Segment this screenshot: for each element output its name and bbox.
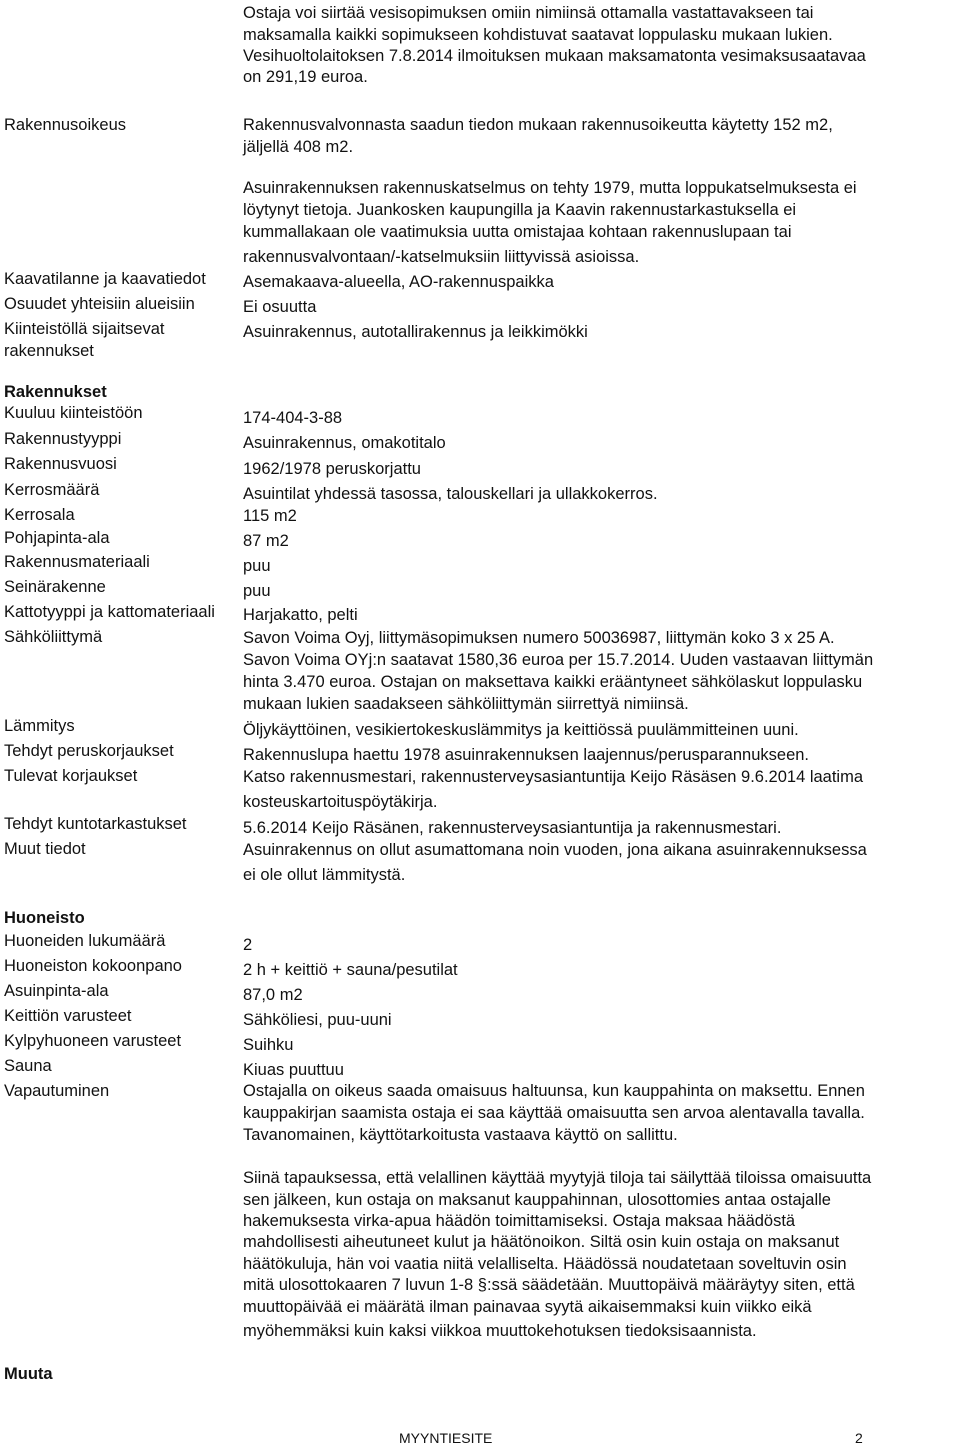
kylpyhuone-label: Kylpyhuoneen varusteet — [4, 1032, 182, 1050]
muut-label: Muut tiedot — [4, 840, 86, 858]
muut-line: Asuinrakennus on ollut asumattomana noin vuoden, jona aikana asuinrakennuksessa — [243, 841, 867, 859]
vapautuminen-line: mahdollisesti aiheutuneet kulut ja häätönoikon. Siltä osin kuin ostaja on maksanut — [243, 1233, 840, 1251]
lammitys-label: Lämmitys — [4, 717, 75, 735]
kylpyhuone-value: Suihku — [243, 1036, 294, 1054]
vuosi-label: Rakennusvuosi — [4, 455, 117, 473]
sauna-value: Kiuas puuttuu — [243, 1061, 344, 1079]
vapautuminen-line: muuttopäivää ei määrätä ilman painavaa syytä aikaisemmaksi kuin viikko eikä — [243, 1298, 812, 1316]
sauna-label: Sauna — [4, 1057, 52, 1075]
kerrosmaara-label: Kerrosmäärä — [4, 481, 100, 499]
katselmus-line: rakennusvalvontaan/-katselmuksiin liittyvissä asioissa. — [243, 248, 640, 266]
vapautuminen-line: Siinä tapauksessa, että velallinen käyttää myytyjä tiloja tai säilyttää tiloissa omaisuutta — [243, 1169, 872, 1187]
kiinteisto-label: Kiinteistöllä sijaitsevat — [4, 320, 165, 338]
kerrosmaara-value: Asuintilat yhdessä tasossa, talouskellari ja ullakkokerros. — [243, 485, 658, 503]
pohjapinta-label: Pohjapinta-ala — [4, 529, 110, 547]
asuinpinta-label: Asuinpinta-ala — [4, 982, 109, 1000]
intro-line: Ostaja voi siirtää vesisopimuksen omiin nimiinsä ottamalla vastattavakseen tai — [243, 4, 814, 22]
lukumaara-value: 2 — [243, 936, 253, 954]
peruskorjaukset-value: Rakennuslupa haettu 1978 asuinrakennuksen laajennus/perusparannukseen. — [243, 746, 810, 764]
kattotyyppi-value: Harjakatto, pelti — [243, 606, 358, 624]
vapautuminen-line: Ostajalla on oikeus saada omaisuus haltuunsa, kun kauppahinta on maksettu. Ennen — [243, 1082, 865, 1100]
osuudet-label: Osuudet yhteisiin alueisiin — [4, 295, 195, 313]
peruskorjaukset-label: Tehdyt peruskorjaukset — [4, 742, 174, 760]
lukumaara-label: Huoneiden lukumäärä — [4, 932, 166, 950]
kattotyyppi-label: Kattotyyppi ja kattomateriaali — [4, 603, 215, 621]
sahko-line: mukaan lukien saadakseen sähköliittymän siirrettyä nimiinsä. — [243, 695, 689, 713]
sahko-line: Savon Voima OYj:n saatavat 1580,36 euroa per 15.7.2014. Uuden vastaavan liittymän — [243, 651, 874, 669]
katselmus-line: kummallakaan ole vaatimuksia uutta omistajaa kohtaan rakennuslupaan tai — [243, 223, 792, 241]
katselmus-line: löytynyt tietoja. Juankosken kaupungilla ja Kaavin rakennustarkastuksella ei — [243, 201, 797, 219]
rakennusoikeus-line: jäljellä 408 m2. — [243, 138, 354, 156]
kuntotarkastukset-value: 5.6.2014 Keijo Räsänen, rakennusterveysasiantuntija ja rakennusmestari. — [243, 819, 782, 837]
tyyppi-value: Asuinrakennus, omakotitalo — [243, 434, 446, 452]
rakennukset-heading: Rakennukset — [4, 383, 107, 401]
vapautuminen-line: kauppakirjan saamista ostaja ei saa käyttää omaisuutta sen arvoa alentavalla tavalla. — [243, 1104, 865, 1122]
kiinteisto-label: rakennukset — [4, 342, 94, 360]
pohjapinta-value: 87 m2 — [243, 532, 289, 550]
rakennusoikeus-label: Rakennusoikeus — [4, 116, 126, 134]
kuuluu-value: 174-404-3-88 — [243, 409, 343, 427]
keittio-label: Keittiön varusteet — [4, 1007, 132, 1025]
huoneisto-heading: Huoneisto — [4, 909, 85, 927]
vapautuminen-line: mitä ulosottokaaren 7 luvun 1-8 §:ssä säädetään. Muuttopäivä määräytyy siten, että — [243, 1276, 855, 1294]
kokoonpano-value: 2 h + keittiö + sauna/pesutilat — [243, 961, 458, 979]
muut-line: ei ole ollut lämmitystä. — [243, 866, 406, 884]
vuosi-value: 1962/1978 peruskorjattu — [243, 460, 421, 478]
vapautuminen-line: sen jälkeen, kun ostaja on maksanut kauppahinnan, ulosottomies antaa ostajalle — [243, 1191, 831, 1209]
kaava-value: Asemakaava-alueella, AO-rakennuspaikka — [243, 273, 554, 291]
osuudet-value: Ei osuutta — [243, 298, 317, 316]
kuntotarkastukset-label: Tehdyt kuntotarkastukset — [4, 815, 187, 833]
tulevat-line: Katso rakennusmestari, rakennusterveysasiantuntija Keijo Räsäsen 9.6.2014 laatima — [243, 768, 864, 786]
kuuluu-label: Kuuluu kiinteistöön — [4, 404, 143, 422]
asuinpinta-value: 87,0 m2 — [243, 986, 303, 1004]
sahko-line: Savon Voima Oyj, liittymäsopimuksen numero 50036987, liittymän koko 3 x 25 A. — [243, 629, 835, 647]
kerrosala-label: Kerrosala — [4, 506, 75, 524]
page-number: 2 — [855, 1430, 863, 1446]
seinarakenne-value: puu — [243, 582, 271, 600]
sahko-label: Sähköliittymä — [4, 628, 103, 646]
vapautuminen-line: myöhemmäksi kuin kaksi viikkoa muuttokehotuksen tiedoksisaannista. — [243, 1322, 757, 1340]
tulevat-line: kosteuskartoituspöytäkirja. — [243, 793, 438, 811]
vapautuminen-line: häätökuluja, hän voi vaatia niitä velalliselta. Häädössä noudatetaan soveltuvin osin — [243, 1255, 847, 1273]
intro-line: on 291,19 euroa. — [243, 68, 368, 86]
footer-title: MYYNTIESITE — [399, 1430, 493, 1446]
materiaali-label: Rakennusmateriaali — [4, 553, 150, 571]
tyyppi-label: Rakennustyyppi — [4, 430, 122, 448]
katselmus-line: Asuinrakennuksen rakennuskatselmus on tehty 1979, mutta loppukatselmuksesta ei — [243, 179, 857, 197]
lammitys-value: Öljykäyttöinen, vesikiertokeskuslämmitys ja keittiössä puulämmitteinen uuni. — [243, 721, 799, 739]
kaava-label: Kaavatilanne ja kaavatiedot — [4, 270, 206, 288]
kokoonpano-label: Huoneiston kokoonpano — [4, 957, 182, 975]
tulevat-label: Tulevat korjaukset — [4, 767, 138, 785]
seinarakenne-label: Seinärakenne — [4, 578, 106, 596]
vapautuminen-line: hakemuksesta virka-apua häädön toimittamiseksi. Ostaja maksaa häädöstä — [243, 1212, 796, 1230]
materiaali-value: puu — [243, 557, 271, 575]
kerrosala-value: 115 m2 — [243, 507, 297, 525]
intro-line: maksamalla kaikki sopimukseen kohdistuvat saatavat loppulasku mukaan lukien. — [243, 26, 833, 44]
sahko-line: hinta 3.470 euroa. Ostajan on maksettava kaikki erääntyneet sähkölaskut loppulasku — [243, 673, 863, 691]
muuta-heading: Muuta — [4, 1365, 53, 1383]
vapautuminen-line: Tavanomainen, käyttötarkoitusta vastaava käyttö on sallittu. — [243, 1126, 678, 1144]
vapautuminen-label: Vapautuminen — [4, 1082, 110, 1100]
rakennusoikeus-line: Rakennusvalvonnasta saadun tiedon mukaan rakennusoikeutta käytetty 152 m2, — [243, 116, 833, 134]
keittio-value: Sähköliesi, puu-uuni — [243, 1011, 392, 1029]
kiinteisto-value: Asuinrakennus, autotallirakennus ja leikkimökki — [243, 323, 588, 341]
intro-line: Vesihuoltolaitoksen 7.8.2014 ilmoituksen mukaan maksamatonta vesimaksusaatavaa — [243, 47, 866, 65]
